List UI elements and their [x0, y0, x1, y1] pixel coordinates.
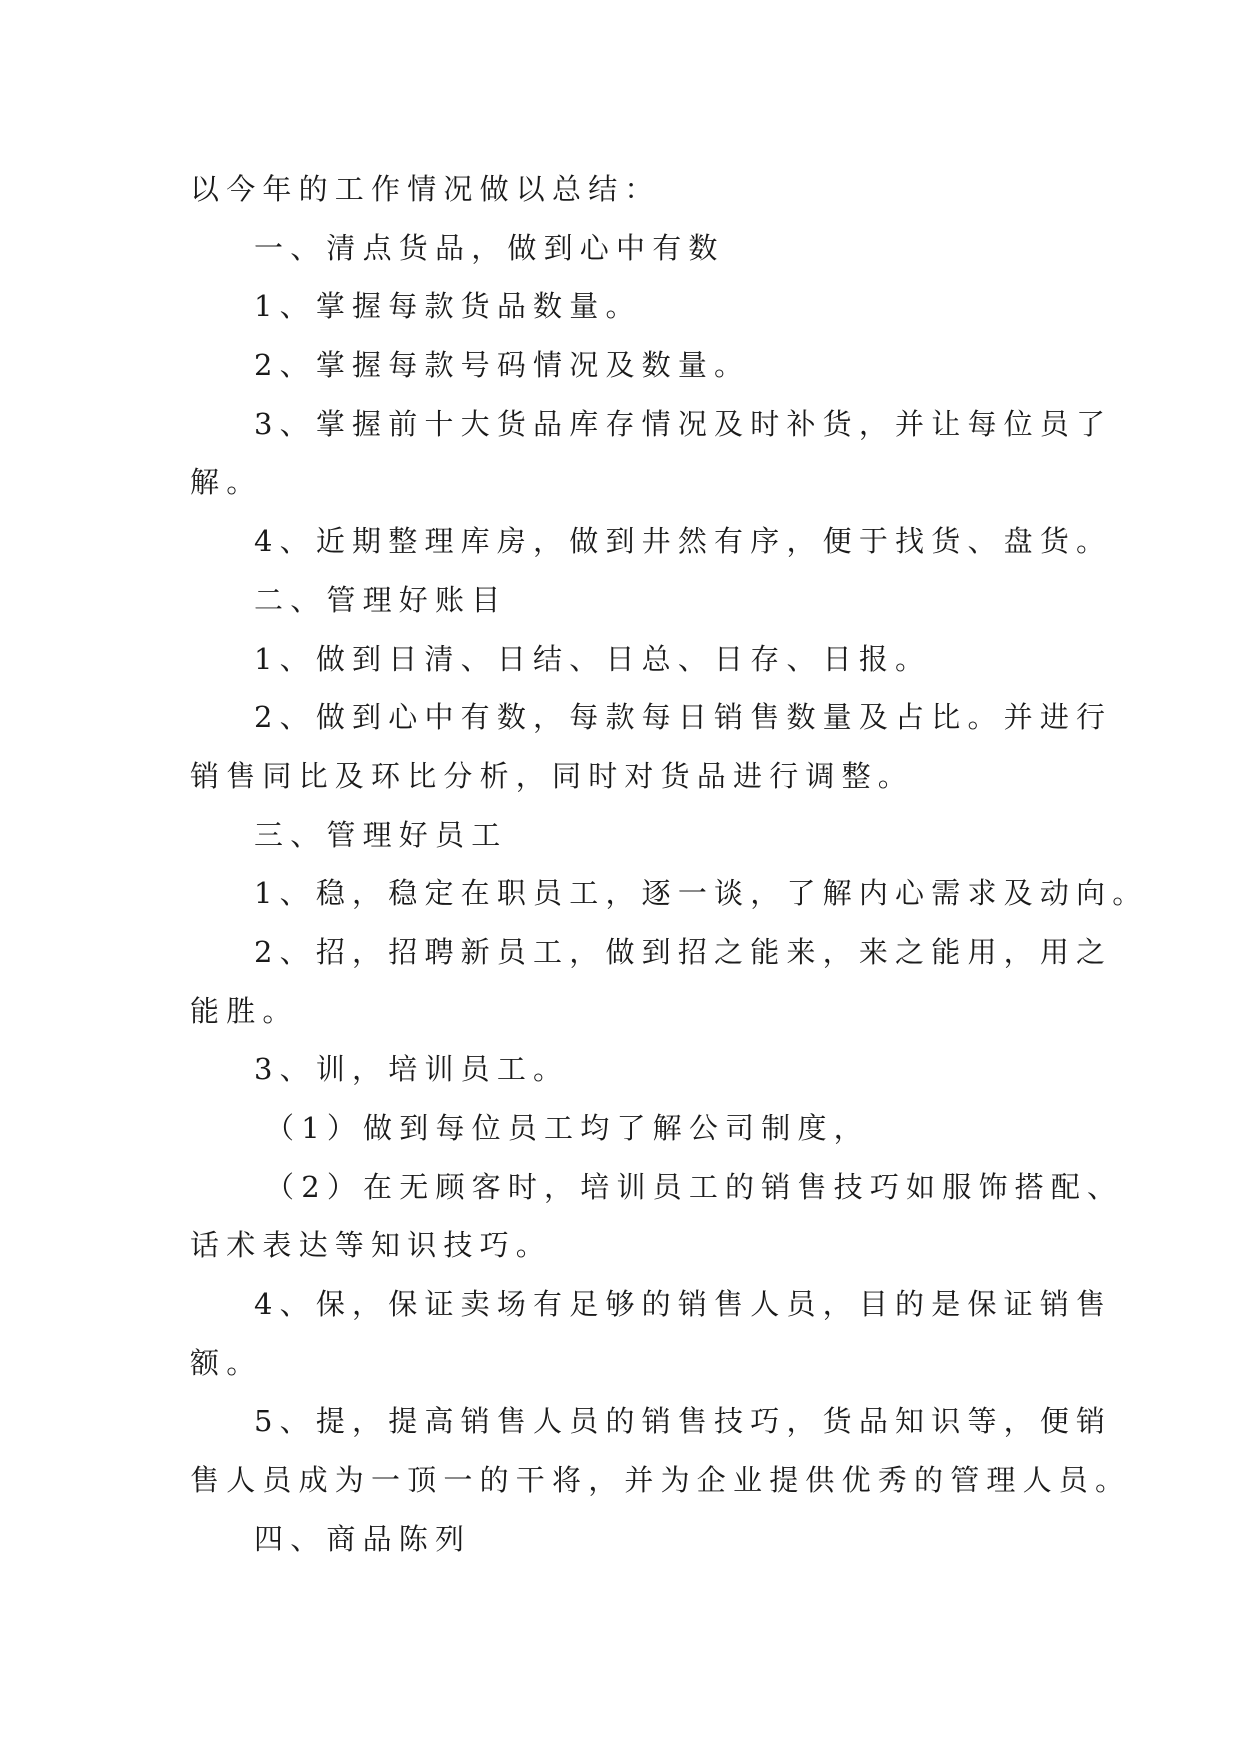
sub-item-line: （2）在无顾客时，培训员工的销售技巧如服饰搭配、 — [265, 1169, 1124, 1204]
document-body — [190, 160, 1149, 1569]
paragraph-line: 3、训，培训员工。 — [254, 1052, 570, 1087]
paragraph-line: 1、做到日清、日结、日总、日存、日报。 — [254, 641, 932, 676]
paragraph-line: 1、稳，稳定在职员工，逐一谈，了解内心需求及动向。 — [254, 876, 1149, 911]
paragraph-continuation: 解。 — [190, 465, 263, 500]
intro-line: 以今年的工作情况做以总结： — [190, 172, 661, 206]
paragraph-line: 2、做到心中有数，每款每日销售数量及占比。并进行 — [254, 700, 1113, 735]
paragraph-line: 2、招，招聘新员工，做到招之能来，来之能用，用之 — [254, 934, 1113, 969]
sub-item-line: （1）做到每位员工均了解公司制度， — [265, 1111, 870, 1145]
paragraph-line: 4、保，保证卖场有足够的销售人员，目的是保证销售 — [254, 1287, 1113, 1322]
section-heading-3: 三、管理好员工 — [254, 817, 508, 852]
paragraph-continuation: 售人员成为一顶一的干将，并为企业提供优秀的管理人员。 — [190, 1463, 1132, 1498]
paragraph-line: 1、掌握每款货品数量。 — [254, 289, 642, 324]
paragraph-line: 3、掌握前十大货品库存情况及时补货，并让每位员了 — [254, 406, 1113, 441]
paragraph-continuation: 销售同比及环比分析，同时对货品进行调整。 — [190, 758, 915, 793]
paragraph-line: 2、掌握每款号码情况及数量。 — [254, 348, 751, 383]
paragraph-continuation: 话术表达等知识技巧。 — [190, 1228, 553, 1263]
section-heading-1: 一、清点货品，做到心中有数 — [254, 230, 725, 265]
paragraph-line: 5、提，提高销售人员的销售技巧，货品知识等，便销 — [254, 1404, 1113, 1439]
section-heading-2: 二、管理好账目 — [254, 582, 508, 617]
paragraph-line: 4、近期整理库房，做到井然有序，便于找货、盘货。 — [254, 524, 1113, 559]
paragraph-continuation: 能胜。 — [190, 993, 299, 1028]
paragraph-continuation: 额。 — [190, 1345, 263, 1380]
section-heading-4: 四、商品陈列 — [254, 1521, 472, 1556]
